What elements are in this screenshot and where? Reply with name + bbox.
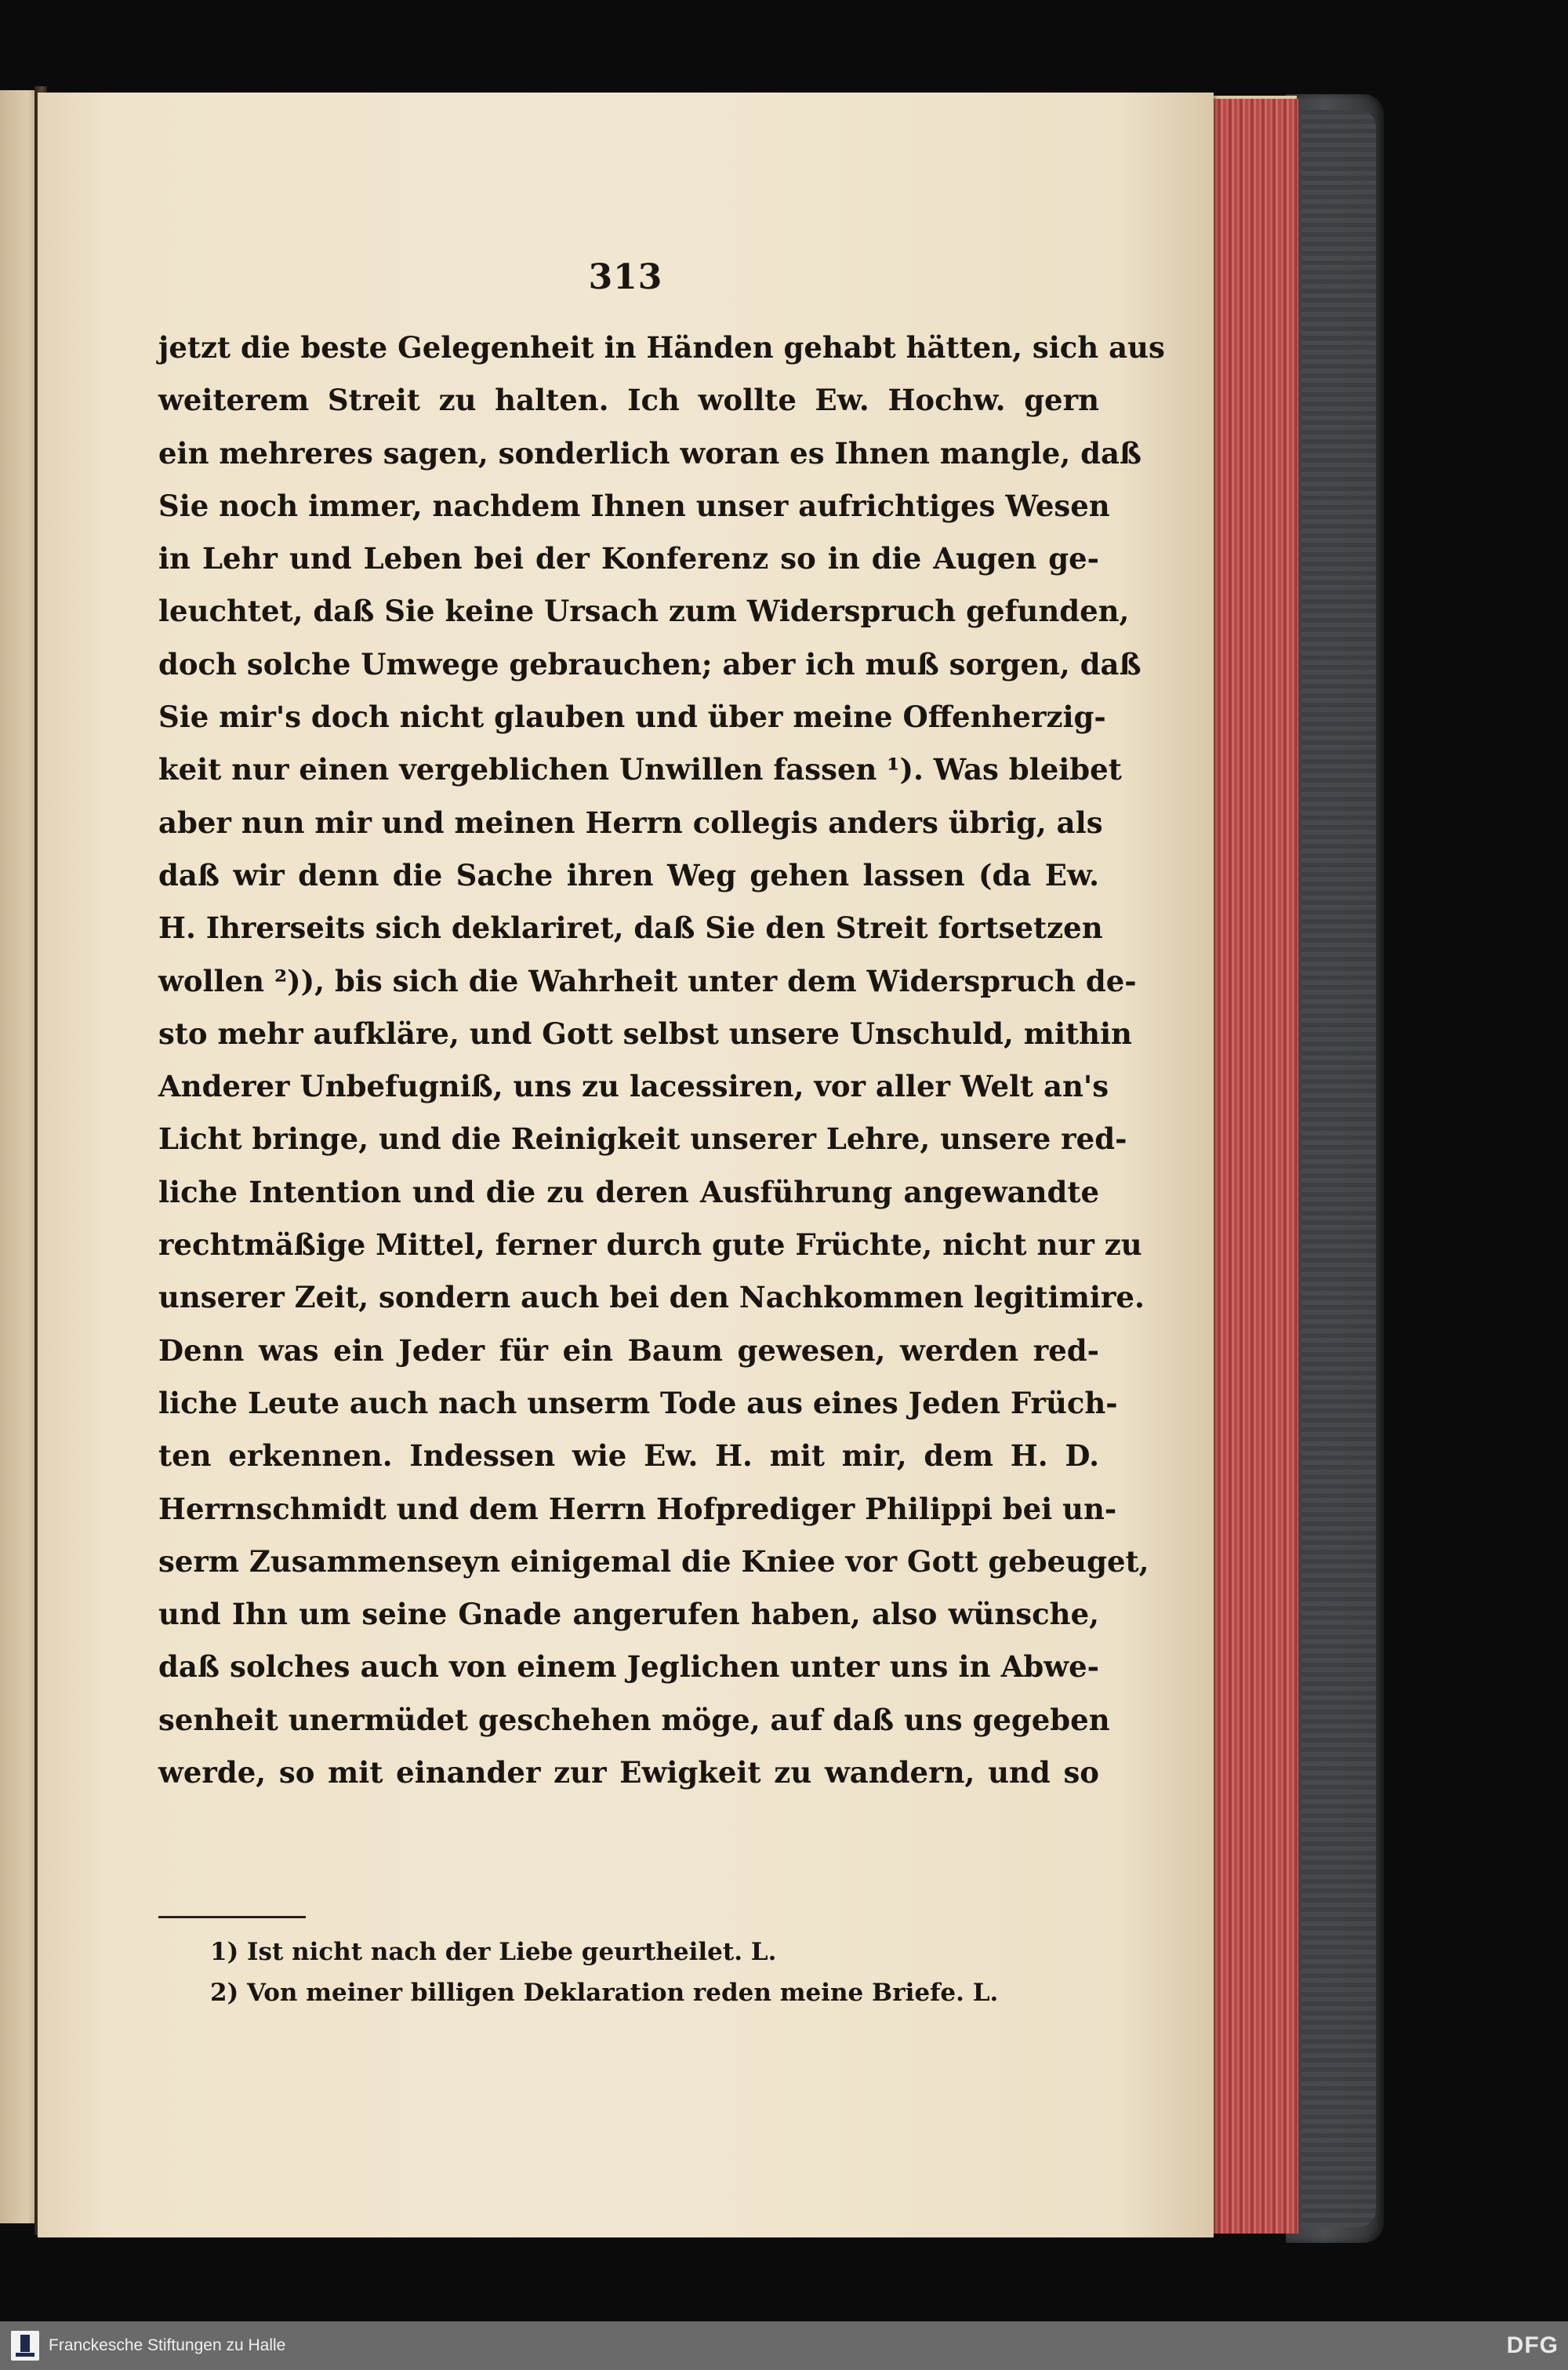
footnotes [210,1932,1080,2013]
text-line: werde, so mit einander zur Ewigkeit zu wandern, und so [158,1755,1099,1790]
text-line: keit nur einen vergeblichen Unwillen fassen ¹). Was bleibet [158,752,1122,787]
text-line: sto mehr aufkläre, und Gott selbst unsere Unschuld, mithin [158,1016,1132,1051]
dfg-logo: DFG [1506,2332,1559,2358]
footnote-2: 2) Von meiner billigen Deklaration reden meine Briefe. L. [210,1979,999,2007]
text-line: Sie noch immer, nachdem Ihnen unser aufrichtiges Wesen [158,488,1110,523]
text-line: jetzt die beste Gelegenheit in Händen gehabt hätten, sich aus [158,330,1165,365]
page-number: 313 [588,257,663,297]
text-line: Sie mir's doch nicht glauben und über meine Offenherzig- [158,700,1106,735]
text-line: weiterem Streit zu halten. Ich wollte Ew. Hochw. gern [158,383,1099,418]
text-line: unserer Zeit, sondern auch bei den Nachkommen legitimire. [158,1280,1145,1315]
text-line: senheit unermüdet geschehen möge, auf daß uns gegeben [158,1702,1110,1737]
text-line: wollen ²)), bis sich die Wahrheit unter dem Widerspruch de- [158,963,1137,998]
text-line: leuchtet, daß Sie keine Ursach zum Widerspruch gefunden, [158,594,1130,629]
text-line: und Ihn um seine Gnade angerufen haben, also wünsche, [158,1597,1099,1632]
body-text [158,322,1165,1799]
text-line: daß solches auch von einem Jeglichen unter uns in Abwe- [158,1649,1099,1685]
text-line: serm Zusammenseyn einigemal die Kniee vor Gott gebeuget, [158,1543,1149,1579]
text-line: Denn was ein Jeder für ein Baum gewesen, werden red- [158,1332,1099,1368]
text-line: in Lehr und Leben bei der Konferenz so in die Augen ge- [158,541,1099,576]
text-line: liche Leute auch nach unserm Tode aus eines Jeden Früch- [158,1385,1118,1420]
text-line: doch solche Umwege gebrauchen; aber ich muß sorgen, daß [158,646,1142,682]
cover-board-texture [1301,110,1376,2227]
text-line: daß wir denn die Sache ihren Weg gehen lassen (da Ew. [158,857,1099,892]
text-line: aber nun mir und meinen Herrn collegis anders übrig, als [158,805,1103,840]
footnote-rule [158,1916,306,1918]
red-page-edges [1200,99,1298,2234]
text-line: H. Ihrerseits sich deklariret, daß Sie den Streit fortsetzen [158,911,1103,946]
book-page [38,93,1214,2237]
text-line: Anderer Unbefugniß, uns zu lacessiren, vor aller Welt an's [158,1069,1109,1104]
text-line: ein mehreres sagen, sonderlich woran es Ihnen mangle, daß [158,435,1142,471]
text-line: rechtmäßige Mittel, ferner durch gute Früchte, nicht nur zu [158,1227,1142,1263]
text-line: ten erkennen. Indessen wie Ew. H. mit mir, dem H. D. [158,1438,1099,1474]
text-line: Herrnschmidt und dem Herrn Hofprediger Philippi bei un- [158,1491,1117,1526]
text-line: liche Intention und die zu deren Ausführung angewandte [158,1174,1099,1209]
institution-name[interactable]: Franckesche Stiftungen zu Halle [49,2336,286,2354]
facing-page-edge [0,90,39,2223]
footnote-1: 1) Ist nicht nach der Liebe geurtheilet. L. [210,1938,777,1966]
francke-foundation-logo-icon [11,2331,39,2361]
viewer-footer-bar [0,2321,1568,2370]
text-line: Licht bringe, und die Reinigkeit unserer Lehre, unsere red- [158,1121,1127,1157]
